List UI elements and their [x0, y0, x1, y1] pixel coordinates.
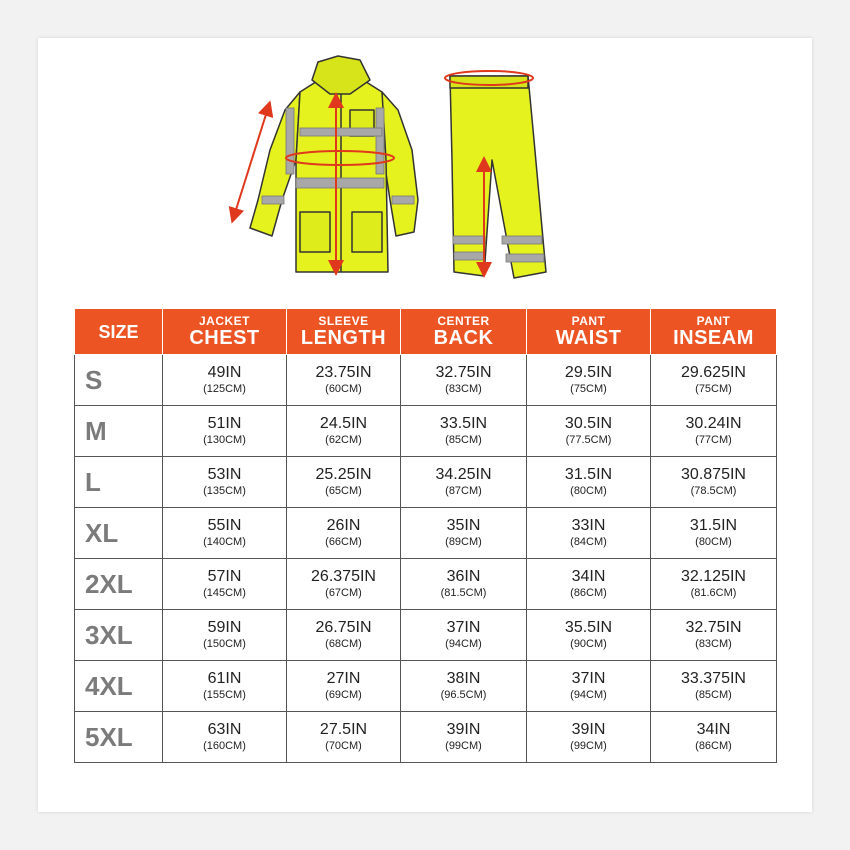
column-header-bottom: INSEAM: [673, 327, 754, 349]
value-centimeters: (160CM): [203, 740, 246, 752]
value-inches: 23.75IN: [315, 364, 372, 381]
column-header-bottom: LENGTH: [300, 327, 387, 349]
column-header-bottom: SIZE: [98, 321, 139, 342]
column-header-sleeve-length: [287, 309, 401, 355]
value-centimeters: (145CM): [203, 587, 246, 599]
value-centimeters: (80CM): [570, 485, 607, 497]
value-centimeters: (68CM): [325, 638, 362, 650]
value-centimeters: (155CM): [203, 689, 246, 701]
column-header-size: [75, 309, 163, 355]
value-centimeters: (60CM): [325, 383, 362, 395]
value-centimeters: (94CM): [445, 638, 482, 650]
value-centimeters: (140CM): [203, 536, 246, 548]
cell-jacket-chest: [163, 355, 287, 406]
value-inches: 24.5IN: [319, 415, 368, 432]
value-centimeters: (65CM): [325, 485, 362, 497]
cell-pant-inseam: [651, 406, 777, 457]
cell-pant-waist: [527, 355, 651, 406]
table-row: [75, 406, 777, 457]
value-inches: 35IN: [446, 517, 481, 534]
value-inches: 26IN: [326, 517, 361, 534]
value-inches: 27IN: [326, 670, 361, 687]
value-inches: 39IN: [446, 721, 481, 738]
value-inches: 33.5IN: [439, 415, 488, 432]
value-inches: 49IN: [207, 364, 242, 381]
value-inches: 30.24IN: [685, 415, 742, 432]
value-centimeters: (85CM): [445, 434, 482, 446]
value-inches: 39IN: [571, 721, 606, 738]
value-inches: 30.875IN: [681, 466, 746, 483]
value-inches: 25.25IN: [315, 466, 372, 483]
garment-illustration: [0, 0, 850, 300]
value-centimeters: (86CM): [570, 587, 607, 599]
value-inches: 63IN: [207, 721, 242, 738]
table-row: [75, 610, 777, 661]
cell-sleeve-length: [287, 406, 401, 457]
cell-sleeve-length: [287, 559, 401, 610]
cell-center-back: [401, 355, 527, 406]
value-inches: 34IN: [571, 568, 606, 585]
size-label: 3XL: [75, 610, 163, 661]
rain-pants-icon: [450, 76, 546, 278]
column-header-top: SLEEVE: [318, 314, 369, 328]
cell-jacket-chest: [163, 406, 287, 457]
table-row: [75, 559, 777, 610]
cell-sleeve-length: [287, 508, 401, 559]
value-inches: 57IN: [207, 568, 242, 585]
cell-pant-waist: [527, 457, 651, 508]
table-row: [75, 508, 777, 559]
value-centimeters: (69CM): [325, 689, 362, 701]
value-inches: 37IN: [571, 670, 606, 687]
size-chart-table: [74, 308, 777, 763]
value-centimeters: (62CM): [325, 434, 362, 446]
table-row: [75, 661, 777, 712]
cell-pant-inseam: [651, 457, 777, 508]
value-centimeters: (130CM): [203, 434, 246, 446]
cell-pant-waist: [527, 712, 651, 763]
size-label: L: [75, 457, 163, 508]
column-header-jacket-chest: [163, 309, 287, 355]
size-label: M: [75, 406, 163, 457]
cell-sleeve-length: [287, 355, 401, 406]
value-centimeters: (83CM): [445, 383, 482, 395]
value-centimeters: (81.6CM): [690, 587, 737, 599]
value-centimeters: (99CM): [445, 740, 482, 752]
value-inches: 38IN: [446, 670, 481, 687]
value-centimeters: (135CM): [203, 485, 246, 497]
cell-jacket-chest: [163, 457, 287, 508]
value-inches: 37IN: [446, 619, 481, 636]
column-header-top: PANT: [571, 314, 606, 328]
table-row: [75, 355, 777, 406]
value-centimeters: (75CM): [570, 383, 607, 395]
cell-pant-waist: [527, 661, 651, 712]
value-centimeters: (78.5CM): [690, 485, 737, 497]
cell-center-back: [401, 406, 527, 457]
column-header-top: CENTER: [437, 314, 490, 328]
value-centimeters: (87CM): [445, 485, 482, 497]
cell-jacket-chest: [163, 610, 287, 661]
cell-pant-inseam: [651, 508, 777, 559]
column-header-bottom: WAIST: [555, 327, 622, 349]
value-inches: 36IN: [446, 568, 481, 585]
value-inches: 53IN: [207, 466, 242, 483]
column-header-top: JACKET: [198, 314, 250, 328]
value-centimeters: (84CM): [570, 536, 607, 548]
cell-jacket-chest: [163, 508, 287, 559]
cell-sleeve-length: [287, 610, 401, 661]
column-header-top: PANT: [696, 314, 731, 328]
value-centimeters: (96.5CM): [440, 689, 487, 701]
value-centimeters: (77CM): [695, 434, 732, 446]
value-centimeters: (66CM): [325, 536, 362, 548]
value-centimeters: (86CM): [695, 740, 732, 752]
size-label: XL: [75, 508, 163, 559]
value-centimeters: (99CM): [570, 740, 607, 752]
value-centimeters: (83CM): [695, 638, 732, 650]
value-inches: 34IN: [696, 721, 731, 738]
size-label: 4XL: [75, 661, 163, 712]
cell-center-back: [401, 508, 527, 559]
column-header-pant-waist: [527, 309, 651, 355]
value-inches: 26.75IN: [315, 619, 372, 636]
cell-pant-waist: [527, 559, 651, 610]
value-inches: 33IN: [571, 517, 606, 534]
size-label: 5XL: [75, 712, 163, 763]
cell-sleeve-length: [287, 661, 401, 712]
cell-pant-waist: [527, 610, 651, 661]
value-inches: 51IN: [207, 415, 242, 432]
value-inches: 59IN: [207, 619, 242, 636]
value-inches: 27.5IN: [319, 721, 368, 738]
value-centimeters: (125CM): [203, 383, 246, 395]
cell-center-back: [401, 559, 527, 610]
cell-pant-waist: [527, 406, 651, 457]
value-centimeters: (81.5CM): [440, 587, 487, 599]
value-inches: 31.5IN: [564, 466, 613, 483]
value-inches: 35.5IN: [564, 619, 613, 636]
cell-pant-inseam: [651, 661, 777, 712]
value-inches: 33.375IN: [681, 670, 746, 687]
value-inches: 32.75IN: [435, 364, 492, 381]
cell-center-back: [401, 712, 527, 763]
table-header-row: [75, 309, 777, 355]
value-centimeters: (67CM): [325, 587, 362, 599]
value-centimeters: (89CM): [445, 536, 482, 548]
value-inches: 26.375IN: [311, 568, 376, 585]
cell-jacket-chest: [163, 712, 287, 763]
value-centimeters: (75CM): [695, 383, 732, 395]
cell-jacket-chest: [163, 559, 287, 610]
cell-jacket-chest: [163, 661, 287, 712]
cell-sleeve-length: [287, 457, 401, 508]
value-inches: 30.5IN: [564, 415, 613, 432]
cell-center-back: [401, 457, 527, 508]
value-inches: 31.5IN: [689, 517, 738, 534]
column-header-center-back: [401, 309, 527, 355]
value-centimeters: (77.5CM): [565, 434, 612, 446]
value-centimeters: (90CM): [570, 638, 607, 650]
table-row: [75, 457, 777, 508]
value-inches: 29.5IN: [564, 364, 613, 381]
value-centimeters: (85CM): [695, 689, 732, 701]
cell-pant-inseam: [651, 355, 777, 406]
cell-pant-inseam: [651, 712, 777, 763]
column-header-pant-inseam: [651, 309, 777, 355]
size-label: S: [75, 355, 163, 406]
cell-center-back: [401, 610, 527, 661]
value-centimeters: (80CM): [695, 536, 732, 548]
cell-center-back: [401, 661, 527, 712]
table-row: [75, 712, 777, 763]
size-label: 2XL: [75, 559, 163, 610]
cell-pant-inseam: [651, 610, 777, 661]
value-centimeters: (150CM): [203, 638, 246, 650]
cell-pant-inseam: [651, 559, 777, 610]
value-inches: 61IN: [207, 670, 242, 687]
value-inches: 29.625IN: [681, 364, 746, 381]
value-centimeters: (94CM): [570, 689, 607, 701]
value-inches: 34.25IN: [435, 466, 492, 483]
value-inches: 32.125IN: [681, 568, 746, 585]
value-inches: 55IN: [207, 517, 242, 534]
value-centimeters: (70CM): [325, 740, 362, 752]
value-inches: 32.75IN: [685, 619, 742, 636]
cell-sleeve-length: [287, 712, 401, 763]
cell-pant-waist: [527, 508, 651, 559]
column-header-bottom: BACK: [433, 327, 494, 349]
column-header-bottom: CHEST: [189, 327, 260, 349]
